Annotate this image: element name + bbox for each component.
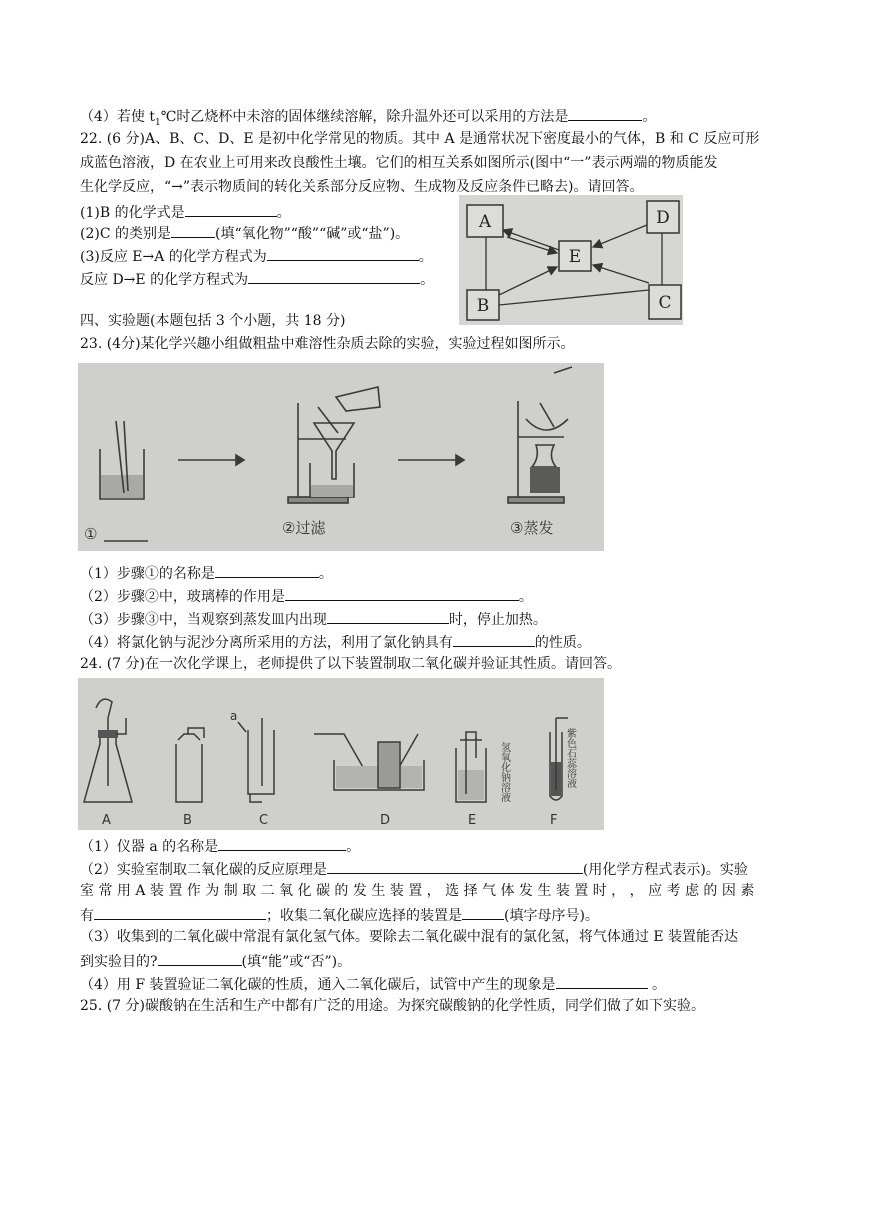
- q23-intro: 23. (4分)某化学兴趣小组做粗盐中难溶性杂质去除的实验，实验过程如图所示。: [80, 336, 575, 352]
- answer-blank[interactable]: [218, 836, 346, 851]
- q21-part4-text2: ℃时乙烧杯中未溶的固体继续溶解，除升温外还可以采用的方法是: [160, 109, 569, 125]
- answer-blank[interactable]: [185, 202, 277, 217]
- apparatus-label-c: C: [259, 813, 269, 828]
- q21-part4-text: （4）若使 t: [80, 109, 155, 125]
- apparatus-label-d: D: [380, 813, 391, 828]
- apparatus-label-a: A: [102, 813, 111, 828]
- q24-part4: （4）用 F 装置验证二氧化碳的性质，通入二氧化碳后，试管中产生的现象是 。: [80, 974, 666, 994]
- answer-blank[interactable]: [94, 905, 266, 920]
- fig-label-step1: ①: [84, 525, 98, 543]
- node-label-b: B: [476, 296, 490, 316]
- answer-blank[interactable]: [267, 246, 419, 261]
- answer-blank[interactable]: [171, 223, 215, 238]
- q24-part2: （2）实验室制取二氧化碳的反应原理是 (用化学方程式表示)。实验: [80, 859, 748, 879]
- subscript-1: 1: [154, 117, 161, 128]
- q23-part3: （3）步骤③中，当观察到蒸发皿内出现 时，停止加热。: [80, 609, 547, 629]
- q23-part4: （4）将氯化钠与泥沙分离所采用的方法，利用了氯化钠具有 的性质。: [80, 632, 591, 652]
- node-label-d: D: [656, 208, 670, 228]
- q22-line2: 成蓝色溶液，D 在农业上可用来改良酸性土壤。它们的相互关系如图所示(图中“一”表示两端的物质能发: [80, 155, 718, 171]
- node-label-a: A: [478, 212, 492, 232]
- q22-line1: 22. (6 分)A、B、C、D、E 是初中化学常见的物质。其中 A 是通常状况下密度最小的气体，B 和 C 反应可形: [80, 131, 760, 147]
- q24-part1: （1）仪器 a 的名称是 。: [80, 836, 360, 856]
- q24-part2-line2: 室 常 用 A 装 置 作 为 制 取 二 氧 化 碳 的 发 生 装 置 ， 选 择 气 体 发 生 装 置 时 ， ， 应 考 虑 的 因 素: [80, 883, 755, 899]
- q22-line3: 生化学反应，“→”表示物质间的转化关系部分反应物、生成物及反应条件已略去)。请回答。: [80, 179, 644, 195]
- label-litmus: 紫色石蕊溶液: [564, 728, 576, 788]
- answer-blank[interactable]: [568, 106, 642, 121]
- apparatus-label-e: E: [468, 813, 477, 828]
- answer-blank[interactable]: [556, 974, 648, 989]
- answer-blank[interactable]: [158, 951, 242, 966]
- answer-blank[interactable]: [327, 859, 583, 874]
- q24-part3-line1: （3）收集到的二氧化碳中常混有氯化氢气体。要除去二氧化碳中混有的氯化氢，将气体通过 E 装置能否达: [80, 929, 739, 945]
- section-title: 四、实验题(本题包括 3 个小题，共 18 分): [80, 313, 346, 329]
- answer-blank[interactable]: [248, 269, 420, 284]
- node-label-c: C: [658, 293, 672, 313]
- fig-label-step3: ③蒸发: [510, 519, 554, 537]
- apparatus-label-f: F: [550, 813, 558, 828]
- label-naoh: 氢氧化钠溶液: [498, 742, 510, 802]
- apparatus-label-b: B: [183, 813, 192, 828]
- answer-blank[interactable]: [327, 609, 449, 624]
- q23-part1: （1）步骤①的名称是 。: [80, 563, 333, 583]
- q24-part2-line3: 有 ；收集二氧化碳应选择的装置是 (填字母序号)。: [80, 905, 599, 925]
- answer-blank[interactable]: [462, 905, 504, 920]
- answer-blank[interactable]: [453, 632, 535, 647]
- filtration-figure: [78, 363, 604, 551]
- q23-part2: （2）步骤②中，玻璃棒的作用是 。: [80, 586, 533, 606]
- answer-blank[interactable]: [215, 563, 319, 578]
- q24-part3-line2: 到实验目的? (填“能”或“否”)。: [80, 951, 351, 971]
- relation-diagram: [459, 195, 683, 325]
- q24-intro: 24. (7 分)在一次化学课上，老师提供了以下装置制取二氧化碳并验证其性质。请回答。: [80, 656, 621, 672]
- node-label-e: E: [568, 247, 582, 267]
- q22-part3: (3)反应 E→A 的化学方程式为 。: [80, 246, 433, 266]
- q22-part1: (1)B 的化学式是 。: [80, 202, 291, 222]
- period: 。: [642, 109, 657, 125]
- q21-part4: [80, 106, 656, 132]
- answer-blank[interactable]: [285, 586, 519, 601]
- q22-part4: 反应 D→E 的化学方程式为 。: [80, 269, 434, 289]
- q22-part2: (2)C 的类别是 (填“氧化物”“酸”“碱”或“盐”)。: [80, 223, 409, 243]
- apparatus-figure: [78, 678, 604, 830]
- q25-intro: 25. (7 分)碳酸钠在生活和生产中都有广泛的用途。为探究碳酸钠的化学性质，同学们做了如下实验。: [80, 998, 705, 1014]
- fig-label-step2: ②过滤: [282, 519, 326, 537]
- label-a: a: [230, 709, 238, 723]
